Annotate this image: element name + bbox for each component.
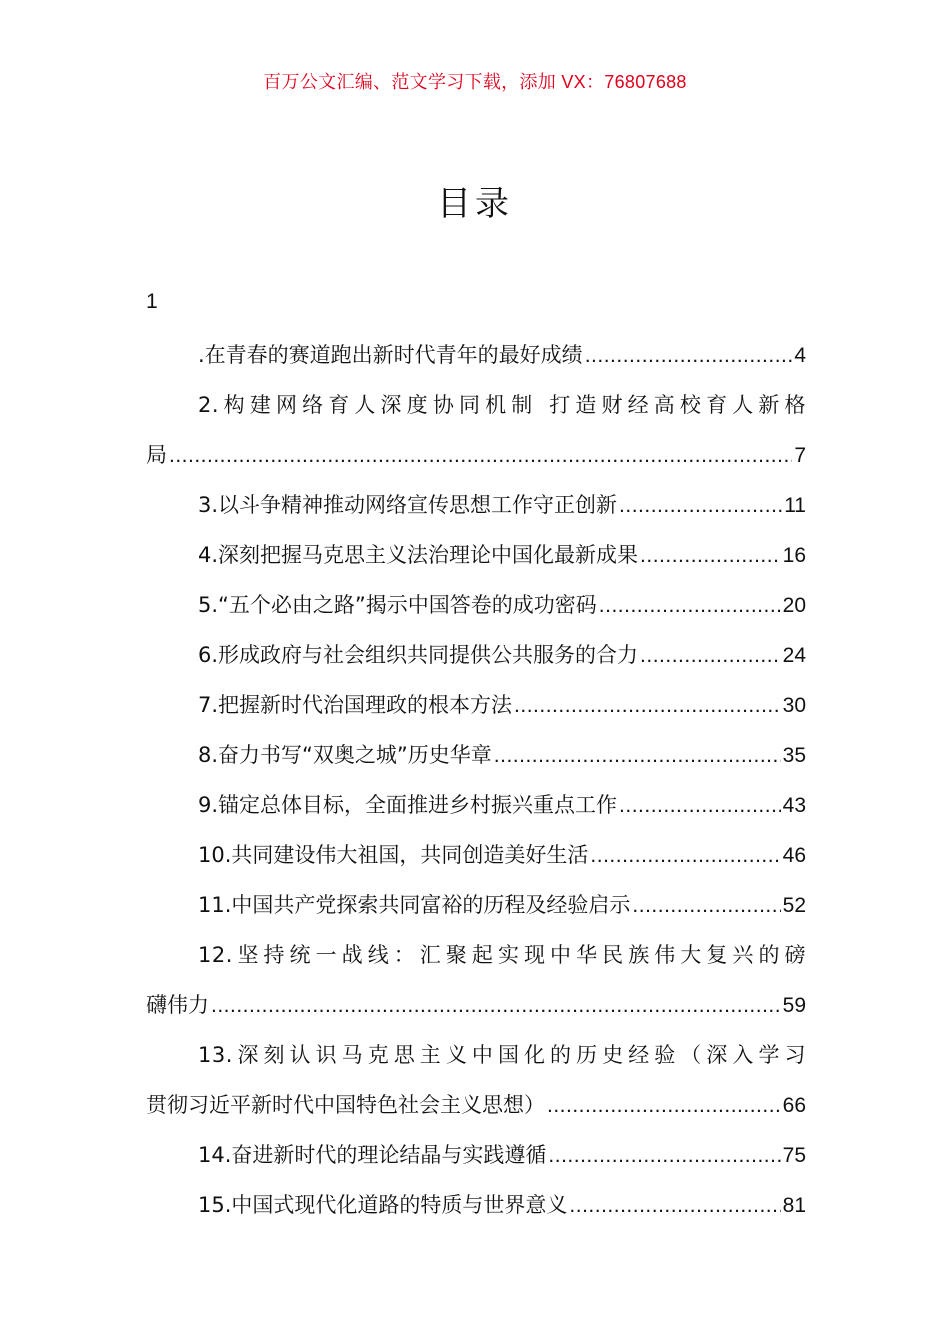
toc-entry-page: 81	[782, 1194, 806, 1217]
toc-entry-title-line1[interactable]: 2.构建网络育人深度协同机制 打造财经高校育人新格	[198, 393, 806, 417]
toc-leader-dots	[569, 1181, 780, 1231]
toc-entry-page: 75	[782, 1144, 806, 1167]
toc-entry-page: 4	[794, 344, 806, 367]
toc-leader-dots	[169, 431, 792, 481]
toc-entry-page: 11	[784, 494, 806, 517]
toc-entry-title-line2: 礴伟力	[146, 993, 209, 1017]
toc-entry-title: 3.以斗争精神推动网络宣传思想工作守正创新	[198, 493, 618, 517]
toc-leader-dots	[640, 531, 781, 581]
toc-entry-title: 14.奋进新时代的理论结晶与实践遵循	[198, 1143, 547, 1167]
toc-leader-dots	[494, 731, 781, 781]
toc-entry-title: 8.奋力书写“双奥之城”历史华章	[198, 743, 492, 767]
toc-leader-dots	[585, 331, 793, 381]
toc-entry-title-line1[interactable]: 13.深刻认识马克思主义中国化的历史经验（深入学习	[198, 1043, 806, 1067]
toc-entry[interactable]	[146, 1080, 806, 1130]
toc-entry-title: 4.深刻把握马克思主义法治理论中国化最新成果	[198, 543, 639, 567]
toc-entry-title-line2: 贯彻习近平新时代中国特色社会主义思想）	[146, 1093, 545, 1117]
toc-entry-page: 16	[782, 544, 806, 567]
toc-entry[interactable]	[146, 530, 806, 580]
toc-entry[interactable]	[146, 480, 806, 530]
toc-leader-dots	[547, 1081, 781, 1131]
toc-entry[interactable]	[146, 730, 806, 780]
toc-leader-dots	[632, 881, 780, 931]
toc-entry-title: 7.把握新时代治国理政的根本方法	[198, 693, 513, 717]
toc-entry-page: 20	[782, 594, 806, 617]
toc-entry-title: 10.共同建设伟大祖国，共同创造美好生活	[198, 843, 589, 867]
toc-leader-dots	[619, 481, 782, 531]
toc-entry[interactable]	[146, 980, 806, 1030]
toc-leader-dots	[211, 981, 781, 1031]
toc-entry[interactable]	[146, 880, 806, 930]
toc-entry-title: 15.中国式现代化道路的特质与世界意义	[198, 1193, 568, 1217]
toc-entry-page: 52	[782, 894, 806, 917]
toc-entry-page: 30	[782, 694, 806, 717]
toc-entry-page: 35	[782, 744, 806, 767]
toc-entry-title: 9.锚定总体目标，全面推进乡村振兴重点工作	[198, 793, 618, 817]
toc-entry[interactable]	[146, 330, 806, 380]
toc-entry-page: 46	[782, 844, 806, 867]
toc-entry-page: 24	[782, 644, 806, 667]
toc-entry-page: 7	[794, 444, 806, 467]
toc-entry-page: 43	[782, 794, 806, 817]
toc-entry[interactable]	[146, 1180, 806, 1230]
table-of-contents	[146, 282, 806, 1230]
toc-entry[interactable]	[146, 780, 806, 830]
toc-entry[interactable]	[146, 630, 806, 680]
toc-leading-number: 1	[146, 290, 158, 313]
toc-title: 目录	[437, 184, 513, 224]
toc-entry-title: 11.中国共产党探索共同富裕的历程及经验启示	[198, 893, 631, 917]
header-note: 百万公文汇编、范文学习下载，添加 VX：76807688	[263, 72, 687, 92]
toc-entry-title-line2: 局	[146, 443, 167, 467]
toc-entry-title: 6.形成政府与社会组织共同提供公共服务的合力	[198, 643, 639, 667]
toc-leader-dots	[619, 781, 781, 831]
toc-leader-dots	[514, 681, 781, 731]
toc-entry-title: 5.“五个必由之路”揭示中国答卷的成功密码	[198, 593, 597, 617]
toc-leader-dots	[590, 831, 780, 881]
toc-entry-title: .在青春的赛道跑出新时代青年的最好成绩	[198, 343, 583, 367]
toc-entry[interactable]	[146, 580, 806, 630]
toc-entry[interactable]	[146, 830, 806, 880]
toc-entry[interactable]	[146, 430, 806, 480]
toc-entry-title-line1[interactable]: 12.坚持统一战线：汇聚起实现中华民族伟大复兴的磅	[198, 943, 806, 967]
toc-entry[interactable]	[146, 1130, 806, 1180]
toc-leader-dots	[548, 1131, 780, 1181]
toc-entry-page: 59	[782, 994, 806, 1017]
toc-entry[interactable]	[146, 680, 806, 730]
toc-leader-dots	[640, 631, 781, 681]
toc-leader-dots	[599, 581, 781, 631]
toc-entry-page: 66	[782, 1094, 806, 1117]
